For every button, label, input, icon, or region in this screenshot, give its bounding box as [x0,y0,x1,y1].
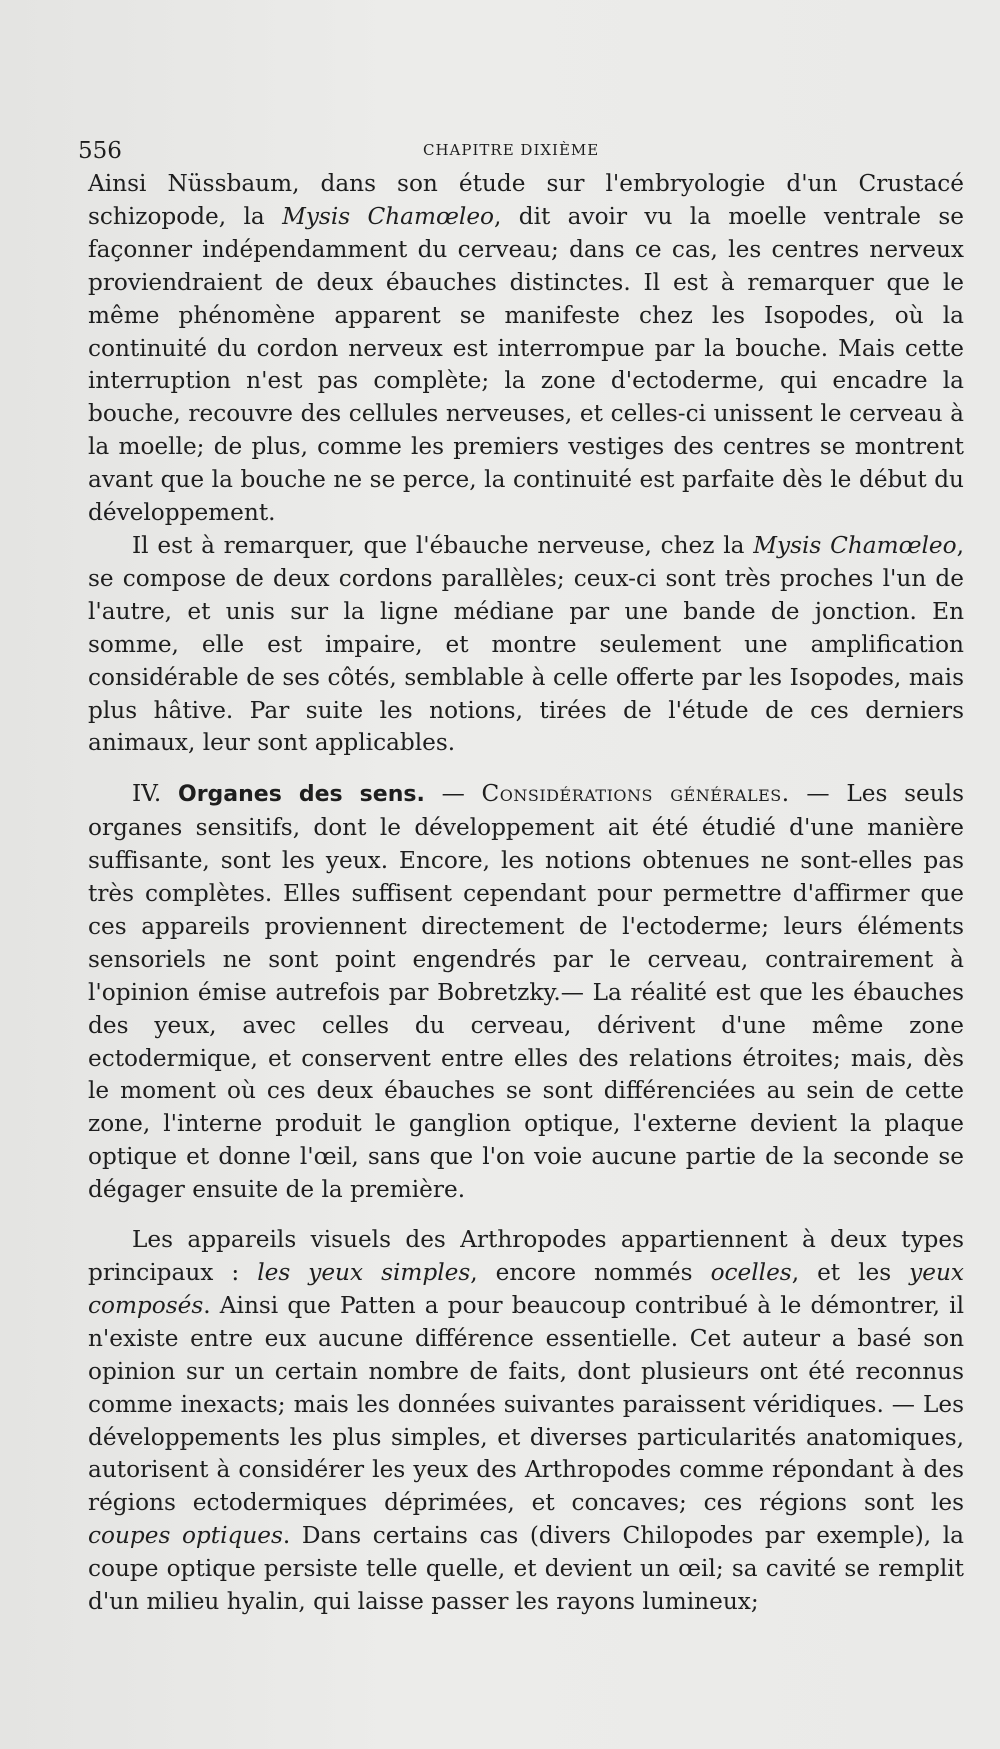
text-run: Ainsi Nüssbaum, dans son étude sur l'embryologie d'un Crustacé schizopode, la [88,170,964,230]
italic-species-name: Mysis Chamœleo [753,531,957,559]
italic-species-name: Mysis Chamœleo [282,202,495,230]
page-body [88,168,964,1619]
italic-term: ocelles [710,1259,792,1286]
text-run: , encore nommés [470,1259,711,1286]
section-numeral: IV. [132,780,162,808]
italic-term: les yeux simples [257,1259,471,1286]
paragraph-1 [88,168,964,530]
running-title: CHAPITRE DIXIÈME [423,141,600,159]
text-run: . Ainsi que Patten a pour beaucoup contribué à le démontrer, il n'existe entre eux aucune différence essentielle. Cet auteur a basé son opinion sur un certain nombre de faits, dont plusieurs ont été reconnus comme inexacts; mais les données suivantes paraissent véridiques. — Les développements les plus simples, et diverses particularités anatomiques, autorisent à considérer les yeux des Arthropodes comme répondant à des régions ectodermiques déprimées, et concaves; ces régions sont les [88,1291,964,1517]
spacer [88,1207,964,1224]
text-run: , dit avoir vu la moelle ventrale se façonner indépendamment du cerveau; dans ce cas, les centres nerveux proviendraient de deux ébauches distinctes. Il est à remarquer que le même phénomène apparent se manifeste chez les Isopodes, où la continuité du cordon nerveux est interrompue par la bouche. Mais cette interruption n'est pas complète; la zone d'ectoderme, qui encadre la bouche, recouvre des cellules nerveuses, et celles-ci unissent le cerveau à la moelle; de plus, comme les premiers vestiges des centres se montrent avant que la bouche ne se perce, la continuité est parfaite dès le début du développement. [88,202,964,527]
section-subheading: Considérations générales. [481,780,790,808]
text-run: Les appareils visuels des Arthropodes appartiennent à deux types principaux : [88,1226,964,1286]
text-run: , se compose de deux cordons parallèles; ceux-ci sont très proches l'un de l'autre, et unis sur la ligne médiane par une bande de jonction. En somme, elle est impaire, et montre seulement une amplification considérable de ses côtés, semblable à celle offerte par les Isopodes, mais plus hâtive. Par suite les notions, tirées de l'étude de ces derniers animaux, leur sont applicables. [88,531,964,757]
page-number: 556 [78,138,122,164]
text-run: — Les seuls organes sensitifs, dont le développement ait été étudié d'une manière suffisante, sont les yeux. Encore, les notions obtenues ne sont-elles pas très complètes. Elles suffisent cependant pour permettre d'affirmer que ces appareils proviennent directement de l'ectoderme; leurs éléments sensoriels ne sont point engendrés par le cerveau, contrairement à l'opinion émise autrefois par Bobretzky.— La réalité est que les ébauches des yeux, avec celles du cerveau, dérivent d'une même zone ectodermique, et conservent entre elles des relations étroites; mais, dès le moment où ces deux ébauches se sont différenciées au sein de cette zone, l'interne produit le ganglion optique, l'externe devient la plaque optique et donne l'œil, sans que l'on voie aucune partie de la seconde se dégager ensuite de la première. [88,780,964,1204]
text-run: , et les [791,1259,910,1286]
text-run: Il est à remarquer, que l'ébauche nerveuse, chez la [132,531,754,559]
spacer [88,760,964,778]
text-run: . Dans certains cas (divers Chilopodes par exemple), la coupe optique persiste telle quelle, et devient un œil; sa cavité se remplit d'un milieu hyalin, qui laisse passer les rayons lumineux; [88,1522,964,1616]
page-header [78,138,968,168]
heading-dash: — [424,780,482,808]
section-paragraph [88,778,964,1207]
italic-term: coupes optiques [88,1522,283,1550]
section-heading: Organes des sens. [178,782,425,808]
paragraph-2 [88,530,964,760]
italic-term: yeux composés [88,1259,964,1319]
paragraph-4 [88,1224,964,1619]
